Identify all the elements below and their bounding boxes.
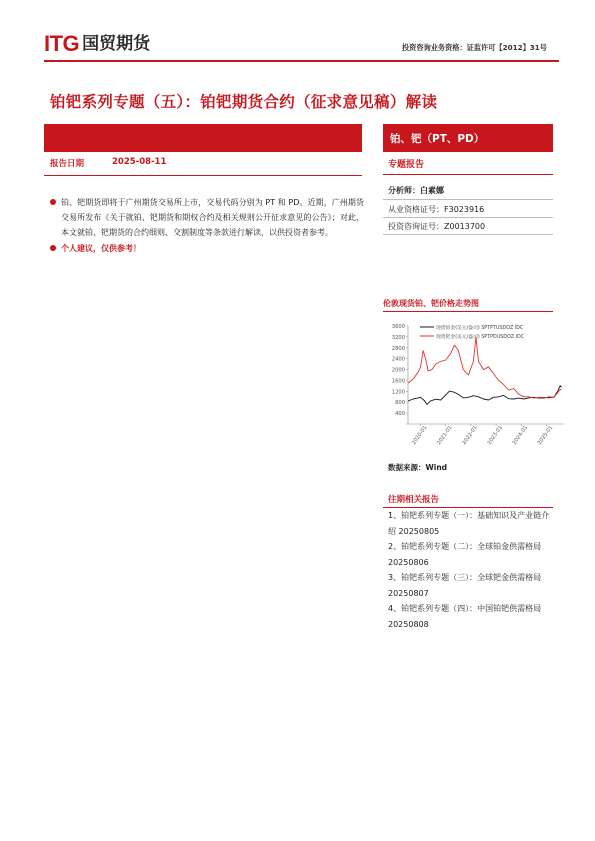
x-tick-label: 2023-01 bbox=[486, 424, 504, 447]
x-tick-label: 2022-01 bbox=[461, 424, 479, 447]
related-reports-list bbox=[388, 508, 550, 632]
summary-bullets bbox=[50, 195, 364, 256]
related-report-item[interactable]: 1、铂钯系列专题（一）：基础知识及产业链介绍 20250805 bbox=[388, 511, 550, 536]
y-tick-label: 1600 bbox=[391, 378, 405, 385]
related-reports-title: 往期相关报告 bbox=[388, 495, 440, 505]
summary-bullet bbox=[50, 195, 364, 240]
related-report-item[interactable]: 4、铂钯系列专题（四）：中国铂钯供需格局 20250808 bbox=[388, 604, 542, 629]
notice-bullet bbox=[50, 241, 364, 256]
y-tick-label: 2000 bbox=[391, 367, 405, 374]
x-tick-label: 2024-01 bbox=[511, 424, 530, 447]
license-text: 投资咨询业务资格：证监许可【2012】31号 bbox=[401, 43, 547, 52]
date-divider bbox=[44, 175, 362, 176]
price-chart bbox=[380, 312, 570, 454]
notice-text: 个人建议，仅供参考！ bbox=[61, 244, 141, 253]
related-report-item[interactable]: 2、铂钯系列专题（二）：全球铂金供需格局 20250806 bbox=[388, 542, 542, 567]
y-tick-label: 400 bbox=[395, 411, 405, 418]
summary-text: 铂、钯期货即将于广州期货交易所上市，交易代码分别为 PT 和 PD。近期，广州期货交易所发布《关于就铂、钯期货和期权合约及相关规则公开征求意见的公告》；对此，本文就铂、钯期货的合约细则、交割制度等条款进行解读，以供投资者参考。 bbox=[61, 198, 364, 237]
y-tick-label: 2400 bbox=[391, 356, 405, 363]
chart-axes bbox=[392, 324, 564, 446]
header-divider bbox=[44, 60, 559, 62]
advisory-divider bbox=[383, 234, 553, 235]
bullet-dot-icon bbox=[50, 199, 56, 205]
y-tick-label: 800 bbox=[395, 400, 405, 407]
x-tick-label: 2021-01 bbox=[436, 424, 454, 447]
analyst-name: 分析师：白素娜 bbox=[388, 186, 444, 195]
report-date-value: 2025-08-11 bbox=[112, 157, 167, 167]
sector-label: 铂、钯（PT、PD） bbox=[383, 124, 553, 152]
y-tick-label: 2800 bbox=[391, 345, 405, 352]
report-type-divider bbox=[383, 174, 553, 175]
related-report-item[interactable]: 3、铂钯系列专题（三）：全球钯金供需格局 20250807 bbox=[388, 573, 542, 598]
company-logo bbox=[44, 33, 150, 55]
report-header bbox=[0, 0, 595, 62]
advisory-number: 投资咨询证号：Z0013700 bbox=[388, 222, 486, 231]
x-tick-label: 2020-01 bbox=[411, 424, 429, 447]
legend-label: 现货铂金(美元/盎司) SPTPTUSDOZ IDC bbox=[436, 326, 524, 331]
platinum-series-line bbox=[408, 386, 562, 405]
qualification-divider bbox=[383, 217, 553, 218]
analyst-divider bbox=[383, 199, 553, 200]
left-title-bar bbox=[44, 124, 362, 152]
palladium-series-line bbox=[408, 337, 562, 398]
chart-legend bbox=[420, 324, 525, 340]
y-tick-label: 3600 bbox=[391, 324, 405, 330]
logo-chinese: 国贸期货 bbox=[82, 34, 151, 54]
bullet-dot-icon bbox=[50, 245, 56, 251]
x-tick-label: 2025-01 bbox=[536, 424, 555, 447]
report-date-label: 报告日期 bbox=[50, 159, 85, 169]
report-type: 专题报告 bbox=[388, 160, 425, 170]
report-date bbox=[50, 157, 166, 169]
qualification-number: 从业资格证号：F3023916 bbox=[388, 205, 485, 214]
y-tick-label: 1200 bbox=[391, 389, 405, 396]
y-tick-label: 3200 bbox=[391, 334, 405, 341]
logo-latin: ITG bbox=[44, 31, 80, 56]
chart-lines bbox=[408, 337, 562, 405]
data-source: 数据来源：Wind bbox=[388, 463, 448, 472]
report-title: 铂钯系列专题（五）：铂钯期货合约（征求意见稿）解读 bbox=[50, 93, 438, 111]
chart-title: 伦敦现货铂、钯价格走势图 bbox=[383, 299, 479, 308]
legend-label: 现货钯金(美元/盎司) SPTPDUSDOZ IDC bbox=[436, 335, 525, 340]
